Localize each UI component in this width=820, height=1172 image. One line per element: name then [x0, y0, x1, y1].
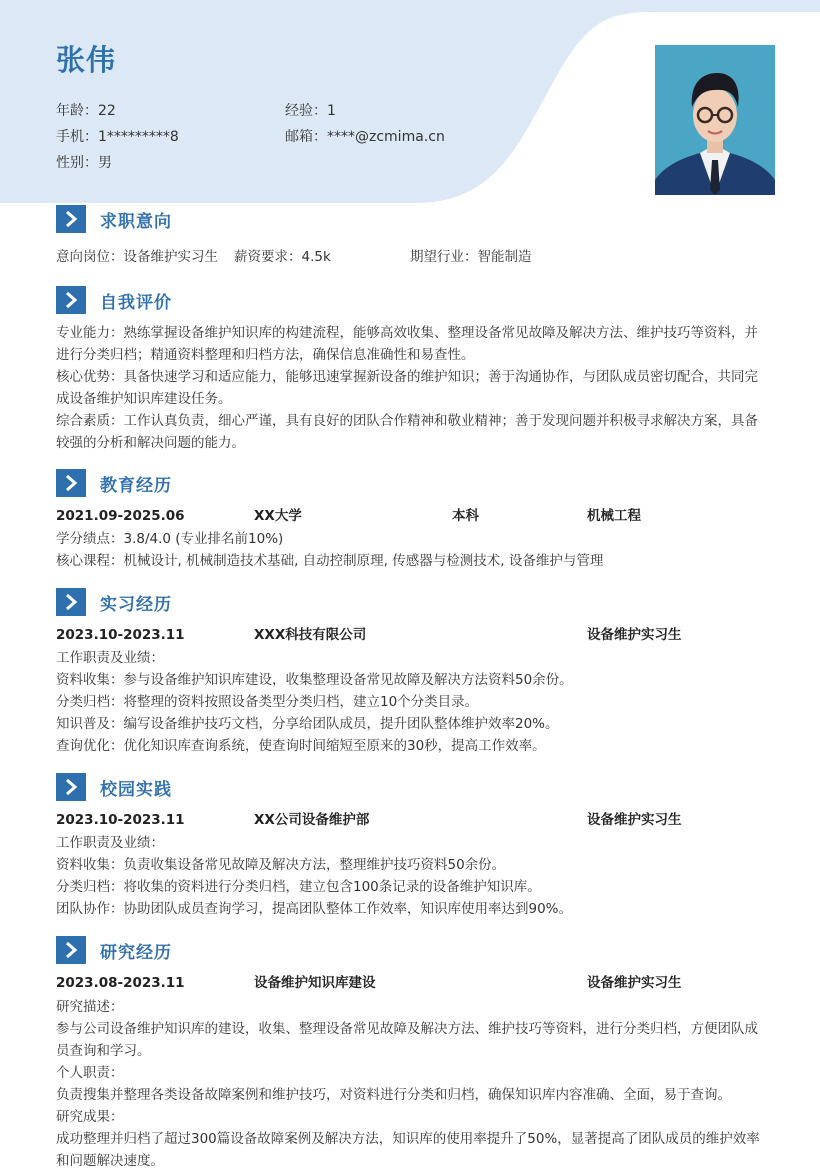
- intention-salary: [234, 246, 331, 268]
- campus-role: 设备维护实习生: [587, 812, 682, 828]
- section-header-education: [56, 469, 172, 497]
- intention-industry: [410, 246, 532, 268]
- research-project: 设备维护知识库建设: [254, 975, 376, 991]
- research-desc: 参与公司设备维护知识库的建设，收集、整理设备常见故障及解决方法、维护技巧等资料，进行分类归档，方便团队成员查询和学习。: [56, 1021, 758, 1059]
- section-header-internship: [56, 588, 172, 616]
- section-header-research: [56, 936, 172, 964]
- experience-field: [285, 102, 336, 120]
- intention-position: [56, 246, 218, 268]
- email-label: 邮箱：: [285, 129, 327, 145]
- industry-value: 智能制造: [477, 249, 532, 265]
- section-header-self-eval: [56, 286, 172, 314]
- campus-line: 团队协作：协助团队成员查询学习，提高团队整体工作效率，知识库使用率达到90%。: [56, 901, 573, 917]
- internship-line: 知识普及：编写设备维护技巧文档，分享给团队成员，提升团队整体维护效率20%。: [56, 716, 559, 732]
- education-degree: 本科: [452, 508, 479, 524]
- age-field: [56, 102, 116, 120]
- campus-line: 分类归档：将收集的资料进行分类归档，建立包含100条记录的设备维护知识库。: [56, 879, 541, 895]
- section-header-campus: [56, 773, 172, 801]
- salary-value: 4.5k: [301, 249, 331, 265]
- chevron-right-icon: [56, 469, 86, 497]
- self-eval-paragraph: 综合素质：工作认真负责，细心严谨，具有良好的团队合作精神和敬业精神；善于发现问题并积极寻求解决方案，具备较强的分析和解决问题的能力。: [56, 413, 758, 451]
- internship-line: 查询优化：优化知识库查询系统，使查询时间缩短至原来的30秒，提高工作效率。: [56, 738, 546, 754]
- campus-org: XX公司设备维护部: [254, 812, 370, 828]
- self-eval-paragraph: 核心优势：具备快速学习和适应能力，能够迅速掌握新设备的维护知识；善于沟通协作，与团队成员密切配合，共同完成设备维护知识库建设任务。: [56, 369, 758, 407]
- profile-photo: [655, 45, 775, 195]
- chevron-right-icon: [56, 773, 86, 801]
- position-label: 意向岗位：: [56, 249, 124, 265]
- research-result-label: 研究成果：: [56, 1109, 124, 1125]
- section-title: 教育经历: [100, 475, 172, 496]
- age-value: 22: [98, 103, 116, 119]
- research-duty: 负责搜集并整理各类设备故障案例和维护技巧，对资料进行分类和归档，确保知识库内容准确、全面，易于查询。: [56, 1087, 731, 1103]
- candidate-name: 张伟: [56, 43, 117, 77]
- experience-value: 1: [327, 103, 336, 119]
- age-label: 年龄：: [56, 103, 98, 119]
- experience-label: 经验：: [285, 103, 327, 119]
- education-major: 机械工程: [587, 508, 641, 524]
- gender-field: [56, 154, 112, 172]
- campus-line: 资料收集：负责收集设备常见故障及解决方法，整理维护技巧资料50余份。: [56, 857, 506, 873]
- salary-label: 薪资要求：: [234, 249, 302, 265]
- education-courses: 核心课程：机械设计, 机械制造技术基础, 自动控制原理, 传感器与检测技术, 设备维护与管理: [56, 553, 604, 569]
- phone-label: 手机：: [56, 129, 98, 145]
- research-duty-label: 个人职责：: [56, 1065, 124, 1081]
- gender-label: 性别：: [56, 155, 98, 171]
- chevron-right-icon: [56, 936, 86, 964]
- phone-value: 1*********8: [98, 129, 179, 145]
- internship-period: 2023.10-2023.11: [56, 627, 185, 643]
- section-title: 自我评价: [100, 292, 172, 313]
- self-eval-paragraph: 专业能力：熟练掌握设备维护知识库的构建流程，能够高效收集、整理设备常见故障及解决方法、维护技巧等资料，并进行分类归档；精通资料整理和归档方法，确保信息准确性和易查性。: [56, 325, 758, 363]
- position-value: 设备维护实习生: [123, 249, 218, 265]
- section-header-intention: [56, 205, 172, 233]
- section-title: 研究经历: [100, 942, 172, 963]
- internship-company: XXX科技有限公司: [254, 627, 367, 643]
- phone-field: [56, 128, 179, 146]
- internship-role: 设备维护实习生: [587, 627, 682, 643]
- industry-label: 期望行业：: [410, 249, 478, 265]
- section-title: 实习经历: [100, 594, 172, 615]
- research-role: 设备维护实习生: [587, 975, 682, 991]
- section-title: 求职意向: [100, 211, 172, 232]
- research-desc-label: 研究描述：: [56, 999, 124, 1015]
- portrait-icon: [655, 45, 775, 195]
- chevron-right-icon: [56, 588, 86, 616]
- research-period: 2023.08-2023.11: [56, 975, 185, 991]
- gender-value: 男: [98, 155, 112, 171]
- section-title: 校园实践: [100, 779, 172, 800]
- internship-line: 资料收集：参与设备维护知识库建设，收集整理设备常见故障及解决方法资料50余份。: [56, 672, 573, 688]
- campus-line: 工作职责及业绩：: [56, 835, 164, 851]
- education-school: XX大学: [254, 508, 302, 524]
- education-gpa: 学分绩点：3.8/4.0 (专业排名前10%): [56, 531, 284, 547]
- internship-line: 工作职责及业绩：: [56, 650, 164, 666]
- research-result: 成功整理并归档了超过300篇设备故障案例及解决方法，知识库的使用率提升了50%，显著提高了团队成员的维护效率和问题解决速度。: [56, 1131, 760, 1169]
- chevron-right-icon: [56, 286, 86, 314]
- education-period: 2021.09-2025.06: [56, 508, 185, 524]
- chevron-right-icon: [56, 205, 86, 233]
- campus-period: 2023.10-2023.11: [56, 812, 185, 828]
- email-field: [285, 128, 445, 146]
- internship-line: 分类归档：将整理的资料按照设备类型分类归档，建立10个分类目录。: [56, 694, 479, 710]
- email-value: ****@zcmima.cn: [327, 129, 445, 145]
